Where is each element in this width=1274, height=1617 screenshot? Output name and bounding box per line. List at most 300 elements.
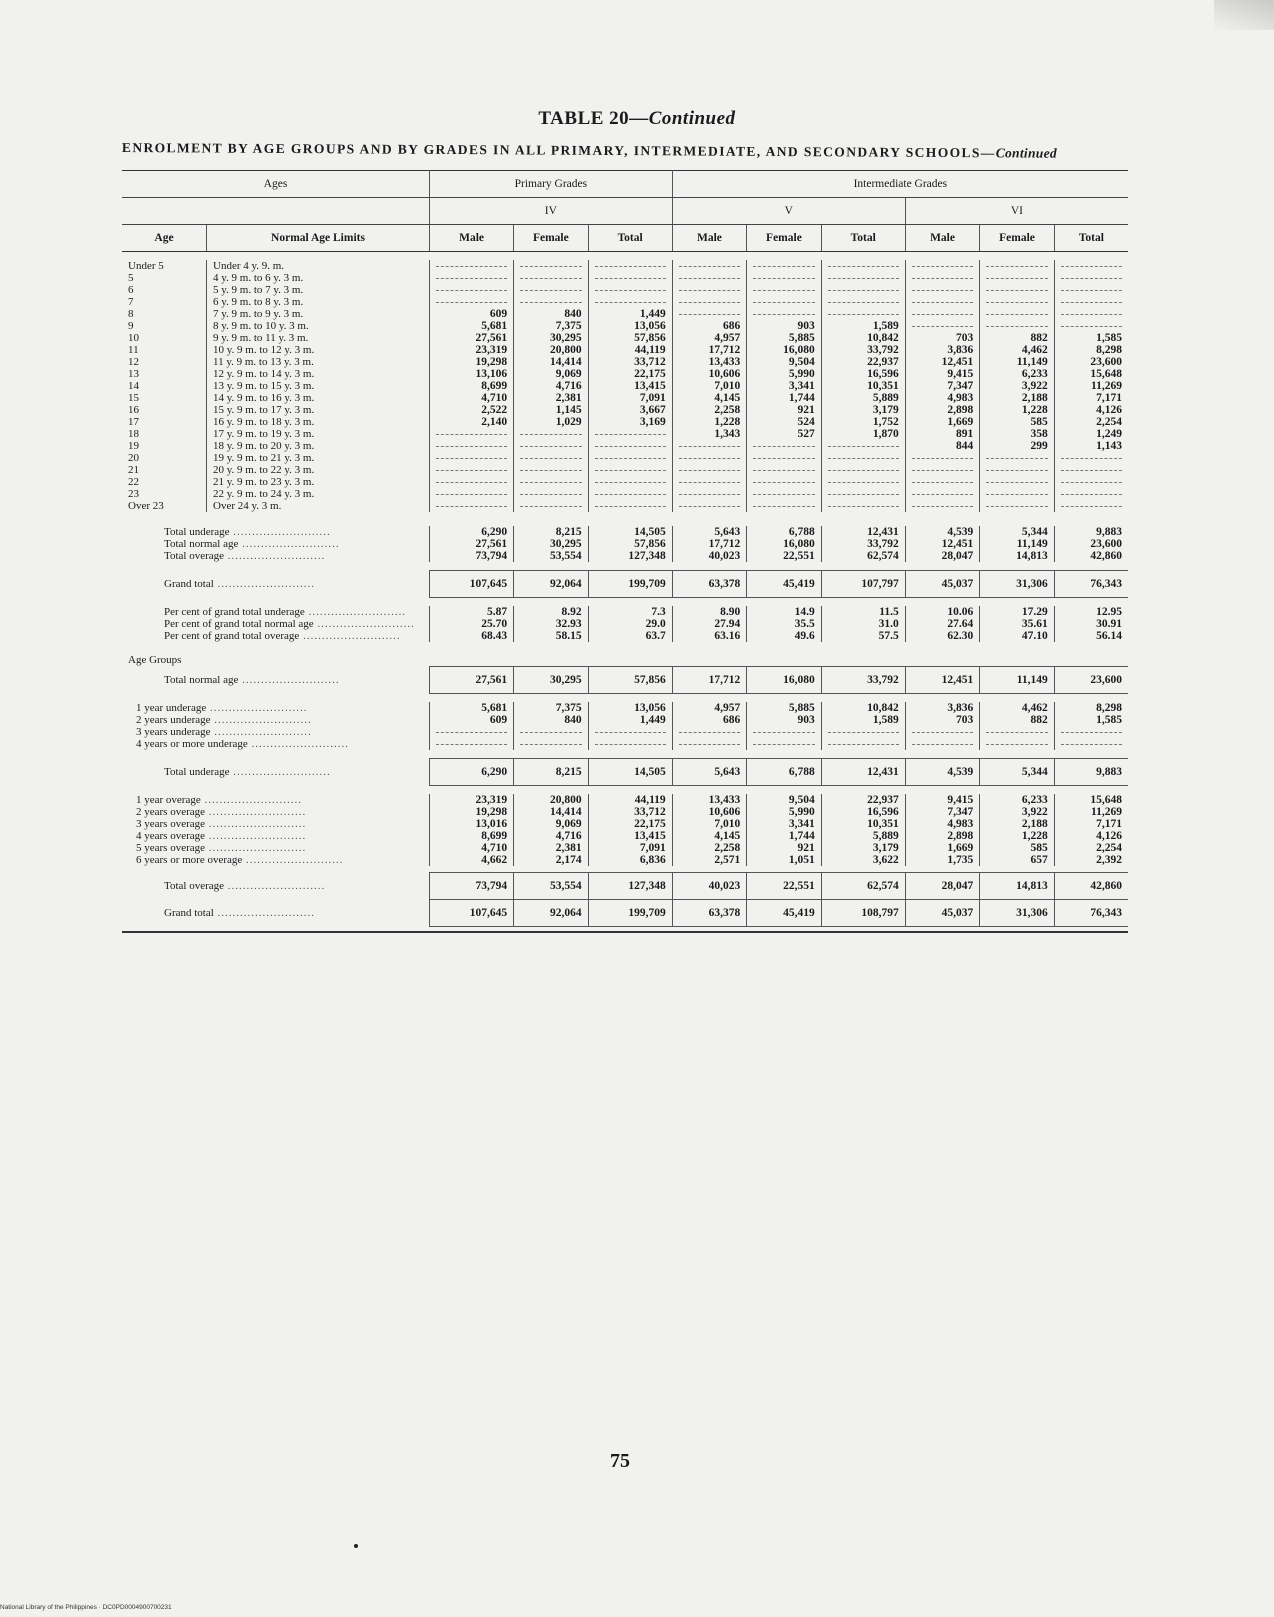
dash-placeholder bbox=[986, 482, 1048, 483]
row-label-text: 6 years or more overage bbox=[136, 854, 243, 866]
cell bbox=[821, 296, 905, 308]
age-cell: 21 bbox=[128, 464, 139, 476]
leader-dots: .......................... bbox=[210, 714, 312, 726]
dash-placeholder bbox=[828, 744, 899, 745]
dash-placeholder bbox=[520, 482, 582, 483]
cell: 20,800 bbox=[514, 794, 589, 806]
cell: 2,571 bbox=[672, 854, 747, 866]
cell: 6,788 bbox=[747, 526, 822, 538]
cell: 4,710 bbox=[430, 392, 514, 404]
cell: 3,169 bbox=[588, 416, 672, 428]
cell: 609 bbox=[430, 714, 514, 726]
dash-placeholder bbox=[753, 732, 815, 733]
cell: 4,539 bbox=[905, 759, 980, 786]
cell bbox=[588, 284, 672, 296]
spacer-row bbox=[122, 750, 1128, 759]
cell: 199,709 bbox=[588, 571, 672, 598]
cell bbox=[905, 320, 980, 332]
page-number: 75 bbox=[610, 1450, 630, 1472]
dash-placeholder bbox=[595, 266, 666, 267]
dash-placeholder bbox=[595, 494, 666, 495]
summary-row bbox=[122, 526, 1128, 538]
cell: 921 bbox=[747, 842, 822, 854]
age-groups-heading: Age Groups bbox=[128, 654, 182, 666]
dash-placeholder bbox=[1061, 458, 1122, 459]
spacer-cell bbox=[122, 694, 1128, 703]
age-cell: 22 bbox=[128, 476, 139, 488]
age-row bbox=[122, 452, 1128, 464]
cell: 57,856 bbox=[588, 538, 672, 550]
cell: 42,860 bbox=[1054, 550, 1128, 562]
row-label-text: 4 years or more underage bbox=[136, 738, 248, 750]
cell: 1,585 bbox=[1054, 332, 1128, 344]
age-limit-cell: 18 y. 9 m. to 20 y. 3 m. bbox=[207, 440, 430, 452]
dash-placeholder bbox=[1061, 266, 1122, 267]
cell: 1,228 bbox=[980, 830, 1055, 842]
cell: 199,709 bbox=[588, 900, 672, 927]
spacer-row bbox=[122, 562, 1128, 571]
summary-row bbox=[122, 550, 1128, 562]
cell: 9,504 bbox=[747, 356, 822, 368]
cell: 13,106 bbox=[430, 368, 514, 380]
cell: 14,414 bbox=[514, 806, 589, 818]
cell: 903 bbox=[747, 714, 822, 726]
cell: 13,056 bbox=[588, 320, 672, 332]
cell bbox=[672, 464, 747, 476]
age-row bbox=[122, 404, 1128, 416]
dash-placeholder bbox=[595, 732, 666, 733]
cell bbox=[672, 738, 747, 750]
cell: 10,351 bbox=[821, 380, 905, 392]
cell: 8,699 bbox=[430, 380, 514, 392]
cell: 25.70 bbox=[430, 618, 514, 630]
cell: 13,415 bbox=[588, 830, 672, 842]
cell: 10.06 bbox=[905, 606, 980, 618]
row-label-text: Total normal age bbox=[164, 538, 239, 550]
cell bbox=[821, 464, 905, 476]
leader-dots: .......................... bbox=[238, 538, 340, 550]
cell: 76,343 bbox=[1054, 571, 1128, 598]
dash-placeholder bbox=[753, 278, 815, 279]
cell bbox=[588, 452, 672, 464]
age-limit-cell: 7 y. 9 m. to 9 y. 3 m. bbox=[207, 308, 430, 320]
cell: 8,699 bbox=[430, 830, 514, 842]
cell bbox=[821, 272, 905, 284]
cell bbox=[1054, 726, 1128, 738]
cell bbox=[430, 464, 514, 476]
dash-placeholder bbox=[1061, 470, 1122, 471]
cell bbox=[1054, 296, 1128, 308]
cell: 27,561 bbox=[430, 332, 514, 344]
cell: 27,561 bbox=[430, 538, 514, 550]
cell: 35.5 bbox=[747, 618, 822, 630]
leader-dots: .......................... bbox=[205, 830, 307, 842]
cell: 1,735 bbox=[905, 854, 980, 866]
leader-dots: .......................... bbox=[213, 578, 316, 590]
leader-dots: .......................... bbox=[229, 766, 331, 778]
cell bbox=[905, 464, 980, 476]
cell: 4,716 bbox=[514, 830, 589, 842]
cell bbox=[514, 476, 589, 488]
age-limit-cell: 14 y. 9 m. to 16 y. 3 m. bbox=[207, 392, 430, 404]
cell: 22,551 bbox=[747, 550, 822, 562]
cell bbox=[588, 440, 672, 452]
cell: 44,119 bbox=[588, 794, 672, 806]
cell: 10,842 bbox=[821, 332, 905, 344]
cell: 7,010 bbox=[672, 380, 747, 392]
cell: 1,589 bbox=[821, 320, 905, 332]
dash-placeholder bbox=[986, 326, 1048, 327]
dash-placeholder bbox=[912, 732, 974, 733]
row-label bbox=[122, 873, 430, 900]
age-row bbox=[122, 356, 1128, 368]
cell: 703 bbox=[905, 714, 980, 726]
summary-row bbox=[122, 759, 1128, 786]
cell: 4,662 bbox=[430, 854, 514, 866]
dash-placeholder bbox=[753, 458, 815, 459]
cell bbox=[588, 260, 672, 272]
row-label bbox=[122, 571, 430, 598]
row-label bbox=[122, 842, 430, 854]
cell bbox=[514, 284, 589, 296]
age-groups-heading-row bbox=[122, 654, 1128, 667]
cell: 6,788 bbox=[747, 759, 822, 786]
cell: 4,710 bbox=[430, 842, 514, 854]
table-title-continued: Continued bbox=[648, 108, 736, 129]
cell: 891 bbox=[905, 428, 980, 440]
dash-placeholder bbox=[912, 278, 974, 279]
cell bbox=[905, 284, 980, 296]
age-row bbox=[122, 392, 1128, 404]
age-cell: 9 bbox=[128, 320, 134, 332]
dash-placeholder bbox=[520, 470, 582, 471]
cell: 1,744 bbox=[747, 392, 822, 404]
cell: 10,606 bbox=[672, 806, 747, 818]
cell: 32.93 bbox=[514, 618, 589, 630]
row-label bbox=[122, 618, 430, 630]
age-cell: 11 bbox=[128, 344, 139, 356]
cell bbox=[430, 476, 514, 488]
cell bbox=[747, 488, 822, 500]
cell bbox=[588, 272, 672, 284]
age-row bbox=[122, 380, 1128, 392]
cell: 2,381 bbox=[514, 392, 589, 404]
dash-placeholder bbox=[436, 290, 507, 291]
cell bbox=[747, 726, 822, 738]
dash-placeholder bbox=[986, 278, 1048, 279]
cell: 31,306 bbox=[980, 900, 1055, 927]
cell: 921 bbox=[747, 404, 822, 416]
cell: 882 bbox=[980, 714, 1055, 726]
cell: 45,037 bbox=[905, 900, 980, 927]
header-grade-vi: VI bbox=[905, 198, 1128, 225]
dash-placeholder bbox=[520, 732, 582, 733]
cell: 903 bbox=[747, 320, 822, 332]
leader-dots: .......................... bbox=[242, 854, 344, 866]
cell bbox=[905, 260, 980, 272]
dash-placeholder bbox=[520, 446, 582, 447]
cell: 19,298 bbox=[430, 806, 514, 818]
row-label-text: Per cent of grand total normal age bbox=[164, 618, 314, 630]
age-limit-cell: 19 y. 9 m. to 21 y. 3 m. bbox=[207, 452, 430, 464]
cell: 30.91 bbox=[1054, 618, 1128, 630]
cell: 76,343 bbox=[1054, 900, 1128, 927]
dash-placeholder bbox=[436, 302, 507, 303]
age-cell: 5 bbox=[128, 272, 134, 284]
cell: 17.29 bbox=[980, 606, 1055, 618]
cell: 16,080 bbox=[747, 538, 822, 550]
age-row bbox=[122, 368, 1128, 380]
cell: 8.92 bbox=[514, 606, 589, 618]
cell bbox=[430, 440, 514, 452]
cell bbox=[1054, 488, 1128, 500]
cell bbox=[1054, 476, 1128, 488]
cell: 9,415 bbox=[905, 794, 980, 806]
summary-row bbox=[122, 538, 1128, 550]
age-row bbox=[122, 320, 1128, 332]
cell bbox=[821, 440, 905, 452]
cell bbox=[980, 500, 1055, 512]
dash-placeholder bbox=[828, 470, 899, 471]
summary-row bbox=[122, 702, 1128, 714]
dash-placeholder bbox=[912, 744, 974, 745]
cell: 9,883 bbox=[1054, 759, 1128, 786]
cell: 33,792 bbox=[821, 538, 905, 550]
dash-placeholder bbox=[679, 266, 741, 267]
cell: 882 bbox=[980, 332, 1055, 344]
dash-placeholder bbox=[520, 290, 582, 291]
cell bbox=[672, 272, 747, 284]
cell bbox=[588, 488, 672, 500]
dash-placeholder bbox=[986, 744, 1048, 745]
cell: 22,937 bbox=[821, 356, 905, 368]
age-limit-cell: 16 y. 9 m. to 18 y. 3 m. bbox=[207, 416, 430, 428]
row-label bbox=[122, 538, 430, 550]
cell: 9,504 bbox=[747, 794, 822, 806]
dash-placeholder bbox=[1061, 278, 1122, 279]
cell bbox=[980, 726, 1055, 738]
age-cell: 19 bbox=[128, 440, 139, 452]
row-label bbox=[122, 900, 430, 927]
cell: 62,574 bbox=[821, 550, 905, 562]
cell: 127,348 bbox=[588, 550, 672, 562]
dash-placeholder bbox=[436, 458, 507, 459]
age-limit-cell: 8 y. 9 m. to 10 y. 3 m. bbox=[207, 320, 430, 332]
leader-dots: .......................... bbox=[247, 738, 350, 750]
cell bbox=[514, 738, 589, 750]
cell bbox=[588, 428, 672, 440]
cell: 686 bbox=[672, 320, 747, 332]
age-cell: 8 bbox=[128, 308, 134, 320]
age-row bbox=[122, 260, 1128, 272]
summary-row bbox=[122, 842, 1128, 854]
cell: 33,712 bbox=[588, 356, 672, 368]
cell: 1,870 bbox=[821, 428, 905, 440]
cell bbox=[980, 738, 1055, 750]
cell bbox=[588, 464, 672, 476]
header-primary-grades: Primary Grades bbox=[430, 171, 673, 198]
cell: 16,596 bbox=[821, 806, 905, 818]
row-label-text: Per cent of grand total overage bbox=[164, 630, 300, 642]
leader-dots: .......................... bbox=[205, 806, 307, 818]
cell: 23,319 bbox=[430, 344, 514, 356]
cell: 7,171 bbox=[1054, 818, 1128, 830]
age-limit-cell: 4 y. 9 m. to 6 y. 3 m. bbox=[207, 272, 430, 284]
age-row bbox=[122, 428, 1128, 440]
cell: 56.14 bbox=[1054, 630, 1128, 642]
age-cell: 12 bbox=[128, 356, 139, 368]
cell: 68.43 bbox=[430, 630, 514, 642]
header-total-4: Total bbox=[588, 225, 672, 252]
leader-dots: .......................... bbox=[205, 842, 307, 854]
cell: 23,319 bbox=[430, 794, 514, 806]
summary-row bbox=[122, 818, 1128, 830]
cell bbox=[672, 488, 747, 500]
cell bbox=[747, 464, 822, 476]
cell: 28,047 bbox=[905, 873, 980, 900]
dash-placeholder bbox=[595, 446, 666, 447]
cell: 1,249 bbox=[1054, 428, 1128, 440]
cell bbox=[905, 296, 980, 308]
cell: 1,143 bbox=[1054, 440, 1128, 452]
cell: 11.5 bbox=[821, 606, 905, 618]
leader-dots: .......................... bbox=[229, 526, 331, 538]
cell: 7,375 bbox=[514, 702, 589, 714]
dash-placeholder bbox=[436, 434, 507, 435]
leader-dots: .......................... bbox=[213, 907, 316, 919]
cell bbox=[821, 260, 905, 272]
cell: 35.61 bbox=[980, 618, 1055, 630]
cell: 2,174 bbox=[514, 854, 589, 866]
cell bbox=[588, 726, 672, 738]
cell: 2,392 bbox=[1054, 854, 1128, 866]
cell: 1,752 bbox=[821, 416, 905, 428]
cell: 9,069 bbox=[514, 368, 589, 380]
cell: 10,606 bbox=[672, 368, 747, 380]
cell: 53,554 bbox=[514, 873, 589, 900]
dash-placeholder bbox=[679, 458, 741, 459]
cell: 9,069 bbox=[514, 818, 589, 830]
age-cell: 14 bbox=[128, 380, 139, 392]
dash-placeholder bbox=[595, 278, 666, 279]
cell: 585 bbox=[980, 842, 1055, 854]
dash-placeholder bbox=[828, 290, 899, 291]
cell: 27.94 bbox=[672, 618, 747, 630]
cell: 1,343 bbox=[672, 428, 747, 440]
age-row bbox=[122, 488, 1128, 500]
row-label-text: Grand total bbox=[164, 578, 214, 590]
dash-placeholder bbox=[520, 506, 582, 507]
cell bbox=[821, 452, 905, 464]
header-blank bbox=[122, 198, 430, 225]
dash-placeholder bbox=[986, 458, 1048, 459]
dash-placeholder bbox=[436, 744, 507, 745]
age-cell: Under 5 bbox=[128, 260, 164, 272]
cell: 7,347 bbox=[905, 380, 980, 392]
cell: 49.6 bbox=[747, 630, 822, 642]
age-limit-cell: Over 24 y. 3 m. bbox=[207, 500, 430, 512]
cell: 11,269 bbox=[1054, 806, 1128, 818]
cell: 5,885 bbox=[747, 332, 822, 344]
leader-dots: .......................... bbox=[210, 726, 312, 738]
cell bbox=[672, 440, 747, 452]
cell: 4,957 bbox=[672, 702, 747, 714]
cell: 31,306 bbox=[980, 571, 1055, 598]
cell: 22,175 bbox=[588, 368, 672, 380]
cell: 3,341 bbox=[747, 818, 822, 830]
cell bbox=[905, 452, 980, 464]
cell bbox=[588, 296, 672, 308]
table-title-main: TABLE 20— bbox=[538, 108, 649, 129]
dash-placeholder bbox=[912, 314, 974, 315]
cell: 12,431 bbox=[821, 759, 905, 786]
cell: 63.16 bbox=[672, 630, 747, 642]
cell bbox=[672, 308, 747, 320]
cell: 8,298 bbox=[1054, 344, 1128, 356]
cell: 5,344 bbox=[980, 759, 1055, 786]
row-label-text: Per cent of grand total underage bbox=[164, 606, 305, 618]
header-male-6: Male bbox=[905, 225, 980, 252]
cell: 107,645 bbox=[430, 571, 514, 598]
cell: 108,797 bbox=[821, 900, 905, 927]
cell: 1,589 bbox=[821, 714, 905, 726]
summary-row bbox=[122, 714, 1128, 726]
cell: 2,254 bbox=[1054, 842, 1128, 854]
cell: 1,228 bbox=[980, 404, 1055, 416]
cell bbox=[514, 488, 589, 500]
summary-row bbox=[122, 873, 1128, 900]
cell: 22,175 bbox=[588, 818, 672, 830]
cell: 23,600 bbox=[1054, 538, 1128, 550]
header-male-4: Male bbox=[430, 225, 514, 252]
cell: 107,645 bbox=[430, 900, 514, 927]
cell: 7,091 bbox=[588, 392, 672, 404]
age-row bbox=[122, 272, 1128, 284]
cell: 2,898 bbox=[905, 830, 980, 842]
dash-placeholder bbox=[679, 744, 741, 745]
row-label-text: Total overage bbox=[164, 550, 225, 562]
age-row bbox=[122, 308, 1128, 320]
cell: 14,414 bbox=[514, 356, 589, 368]
table-body bbox=[122, 252, 1128, 933]
cell: 2,898 bbox=[905, 404, 980, 416]
dash-placeholder bbox=[753, 266, 815, 267]
cell: 17,712 bbox=[672, 667, 747, 694]
cell bbox=[747, 440, 822, 452]
cell: 5,643 bbox=[672, 526, 747, 538]
cell: 6,290 bbox=[430, 526, 514, 538]
dash-placeholder bbox=[436, 278, 507, 279]
row-label-text: 1 year underage bbox=[136, 702, 207, 714]
dash-placeholder bbox=[595, 470, 666, 471]
age-row bbox=[122, 332, 1128, 344]
cell: 1,669 bbox=[905, 416, 980, 428]
dash-placeholder bbox=[595, 290, 666, 291]
cell: 2,258 bbox=[672, 404, 747, 416]
dash-placeholder bbox=[828, 446, 899, 447]
row-label bbox=[122, 630, 430, 642]
dash-placeholder bbox=[520, 302, 582, 303]
cell: 3,622 bbox=[821, 854, 905, 866]
cell bbox=[747, 296, 822, 308]
cell: 73,794 bbox=[430, 550, 514, 562]
cell: 13,016 bbox=[430, 818, 514, 830]
cell: 28,047 bbox=[905, 550, 980, 562]
cell: 33,792 bbox=[821, 667, 905, 694]
dash-placeholder bbox=[520, 458, 582, 459]
header-age: Age bbox=[122, 225, 207, 252]
age-cell: 7 bbox=[128, 296, 134, 308]
